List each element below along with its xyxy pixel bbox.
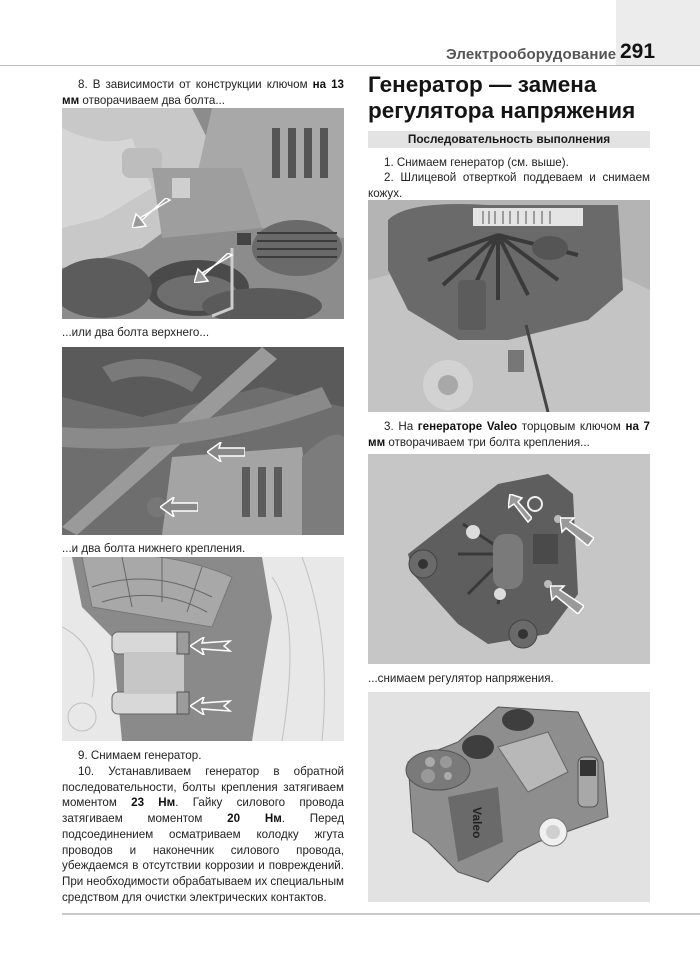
step-10-text: 10. Устанавливаем генератор в обратной последовательности, болты крепления затягиваем моментом 23 Нм. Гайку силового провода затягиваем моментом 20 Нм. Перед подсоединением осматриваем колодку жгута проводов и наконечник силового провода, убеждаемся в отсутствии коррозии и повреждений. При необходимости обрабатываем их специальным средством для очистки электрических контактов. [62,765,345,904]
step-8-text: 8. В зависимости от конструкции ключом на 13 мм отворачиваем два болта... [62,78,344,107]
arrow-icon [190,697,234,715]
regulator-bolts-photo [368,454,650,664]
arrow-icon [160,497,198,517]
cover-removal-photo [368,200,650,412]
arrow-icon [560,516,594,546]
valeo-logo: Valeo [470,807,484,839]
arrow-icon [508,494,532,524]
section-heading: Генератор — замена регулятора напряжения [368,72,636,123]
alternator-upper-bolts-photo [62,108,344,319]
lower-bolts-illustration [62,557,344,741]
step-3-text: 3. На генераторе Valeo торцовым ключом на 7 мм отворачиваем три болта крепления... [368,420,650,449]
voltage-regulator-photo [368,692,650,902]
section-title: Электрооборудование [446,46,617,63]
footer-divider [62,913,700,915]
wrench-size: на 13 мм [62,78,344,107]
wrench-size: на 7 мм [368,420,650,449]
alternator-engine-bay-photo [62,347,344,535]
caption-upper-bolts: ...или два болта верхнего... [62,326,210,339]
caption-regulator-removed: ...снимаем регулятор напряжения. [368,672,554,685]
torque-bolts: 23 Нм [131,796,176,810]
alternator-brand: генераторе Valeo [417,420,518,433]
torque-nut: 20 Нм [227,812,282,826]
arrow-icon [207,442,245,462]
arrow-icon [190,637,234,655]
arrow-icon [132,198,172,228]
arrow-icon [550,584,584,614]
header-divider [0,65,700,66]
step-1-text: 1. Снимаем генератор (см. выше). [384,156,569,169]
page-number: 291 [620,40,656,63]
step-2-text: 2. Шлицевой отверткой поддеваем и снимаем кожух. [368,171,650,200]
sequence-label: Последовательность выполнения [368,131,650,148]
step-9-text: 9. Снимаем генератор. [78,749,202,762]
arrow-icon [194,253,234,283]
caption-lower-bolts: ...и два болта нижнего крепления. [62,542,246,555]
